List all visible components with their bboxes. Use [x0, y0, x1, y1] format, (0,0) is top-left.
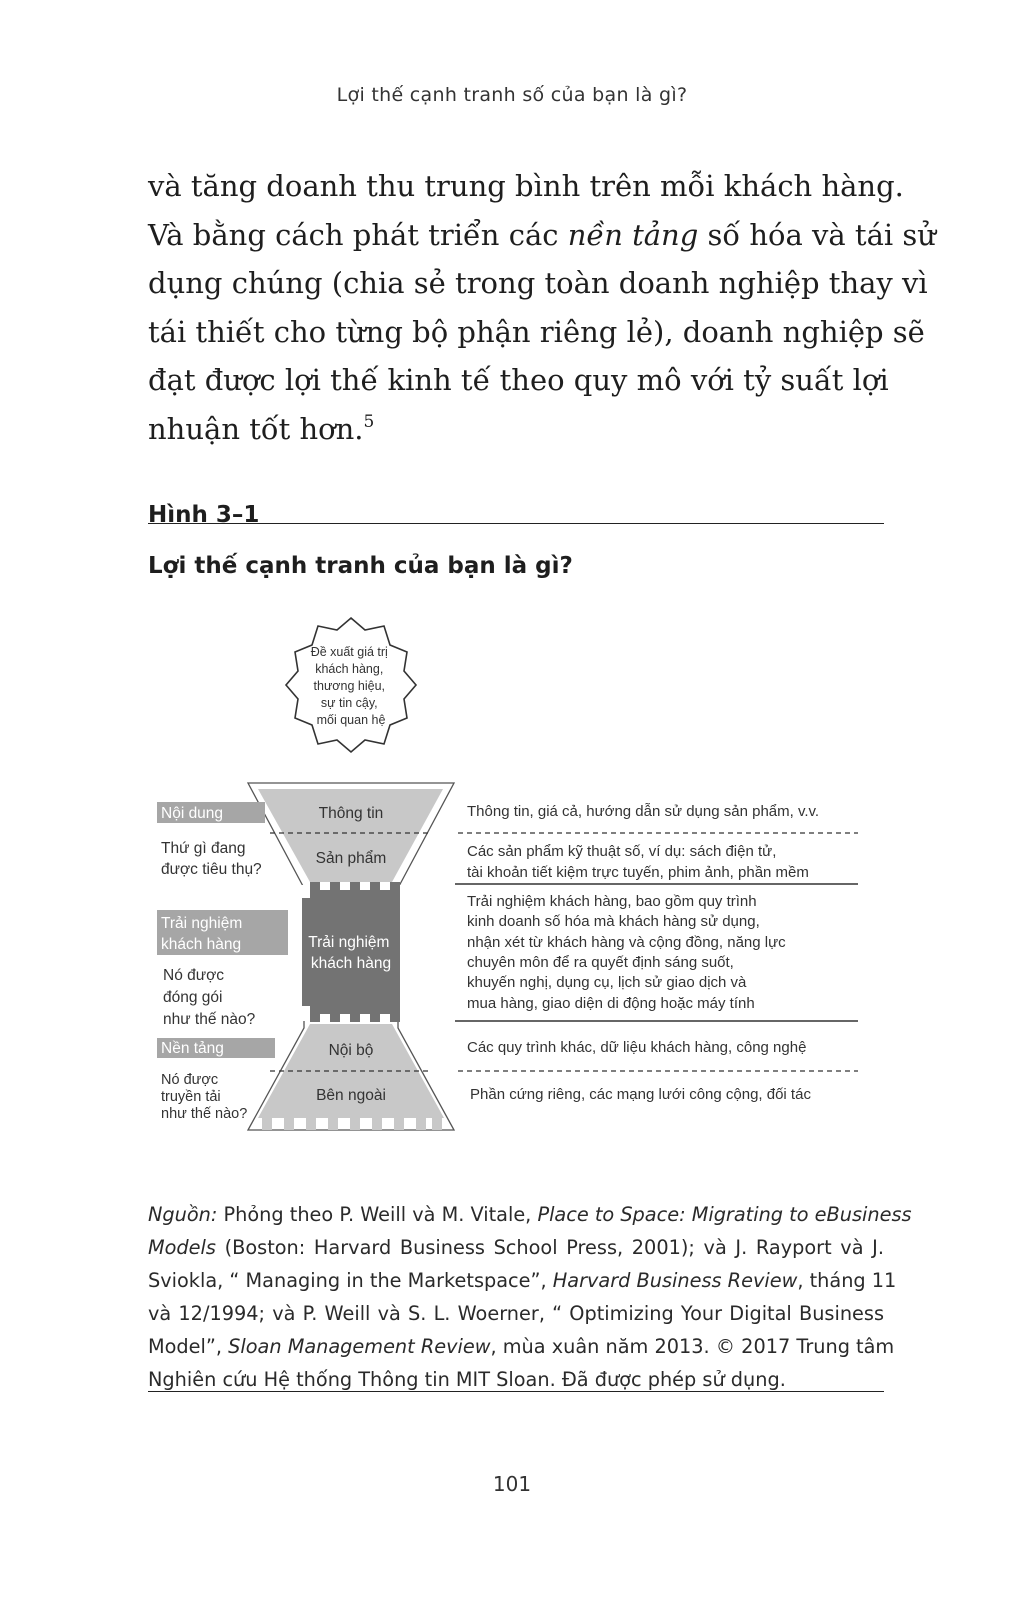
right-description-5: Phần cứng riêng, các mạng lưới công cộng, đối tác: [470, 1086, 811, 1103]
badge-line: sự tin cậy,: [320, 696, 378, 710]
badge-line: Đề xuất giá trị: [310, 645, 388, 659]
footnote-marker: 5: [363, 411, 375, 432]
content-layer-shape: [258, 789, 443, 882]
badge-line: mối quan hệ: [316, 713, 386, 727]
left-question-2: Nó được đóng gói như thế nào?: [163, 967, 256, 1028]
body-line: đạt được lợi thế kinh tế theo quy mô với tỷ suất lợi: [148, 363, 889, 397]
body-line: nhuận tốt hơn.$^5$: [148, 411, 375, 446]
body-paragraph: [148, 162, 936, 453]
center-san-pham: Sản phẩm: [315, 850, 387, 867]
page-number: 101: [492, 1472, 532, 1496]
right-description-3: Trải nghiệm khách hàng, bao gồm quy trình kinh doanh số hóa mà khách hàng sử dụng, nhận xét từ khách hàng và cộng đồng, năng lực chuyên môn để ra quyết định sáng suốt, khuyến nghị, dụng cụ, lịch sử giao dịch và mua hàng, giao diện di động hoặc máy tính: [467, 893, 786, 1012]
left-noi-dung: Nội dung: [161, 805, 224, 822]
body-line: dụng chúng (chia sẻ trong toàn doanh nghiệp thay vì: [148, 266, 928, 300]
body-line: và tăng doanh thu trung bình trên mỗi khách hàng.: [148, 169, 904, 203]
svg-text:Đề xuất giá trị khách hà: [311, 645, 392, 727]
body-line: tái thiết cho từng bộ phận riêng lẻ), doanh nghiệp sẽ: [148, 314, 925, 349]
badge-line: thương hiệu,: [313, 679, 385, 693]
figure-top-rule: [148, 523, 884, 524]
center-trai-nghiem: Trải nghiệm khách hàng: [308, 934, 392, 972]
left-question-3: Nó được truyền tải như thế nào?: [161, 1072, 248, 1122]
experience-block: [302, 898, 400, 1006]
right-description-1: Thông tin, giá cả, hướng dẫn sử dụng sản phẩm, v.v.: [467, 803, 820, 820]
source-line: Sviokla, “ Managing in the Marketspace”, Harvard Business Review, tháng 11: [148, 1269, 897, 1292]
left-question-1: Thứ gì đang được tiêu thụ?: [161, 840, 262, 878]
right-description-2: Các sản phẩm kỹ thuật số, ví dụ: sách điện tử, tài khoản tiết kiệm trực tuyến, phim ảnh, phần mềm: [467, 843, 809, 881]
badge-line: khách hàng,: [315, 662, 384, 676]
center-thong-tin: Thông tin: [318, 805, 384, 822]
figure-label: Hình 3–1: [148, 502, 260, 528]
source-line: và 12/1994; và P. Weill và S. L. Woerner, “ Optimizing Your Digital Business: [148, 1302, 884, 1325]
right-description-4: Các quy trình khác, dữ liệu khách hàng, công nghệ: [467, 1039, 807, 1056]
center-noi-bo: Nội bộ: [328, 1042, 374, 1059]
figure-bottom-rule: [148, 1391, 884, 1392]
running-header: Lợi thế cạnh tranh số của bạn là gì?: [336, 84, 688, 106]
left-trai-nghiem: Trải nghiệm khách hàng: [161, 915, 243, 953]
center-ben-ngoai: Bên ngoài: [316, 1087, 386, 1104]
emphasis-text: nền tảng: [567, 217, 699, 252]
figure-title: Lợi thế cạnh tranh của bạn là gì?: [148, 553, 573, 579]
left-nen-tang: Nền tảng: [161, 1040, 224, 1057]
source-line: Models (Boston: Harvard Business School Press, 2001); và J. Rayport và J.: [148, 1236, 884, 1259]
source-line: Model”, Sloan Management Review, mùa xuân năm 2013. © 2017 Trung tâm: [148, 1335, 895, 1358]
hourglass-diagram: [0, 600, 1024, 1160]
source-line: Nghiên cứu Hệ thống Thông tin MIT Sloan. Đã được phép sử dụng.: [148, 1368, 786, 1391]
body-line: Và bằng cách phát triển các nền tảng số hóa và tái sử: [148, 217, 936, 252]
source-line: Nguồn: Phỏng theo P. Weill và M. Vitale, Place to Space: Migrating to eBusiness: [148, 1203, 912, 1226]
figure-source-note: [148, 1198, 912, 1396]
